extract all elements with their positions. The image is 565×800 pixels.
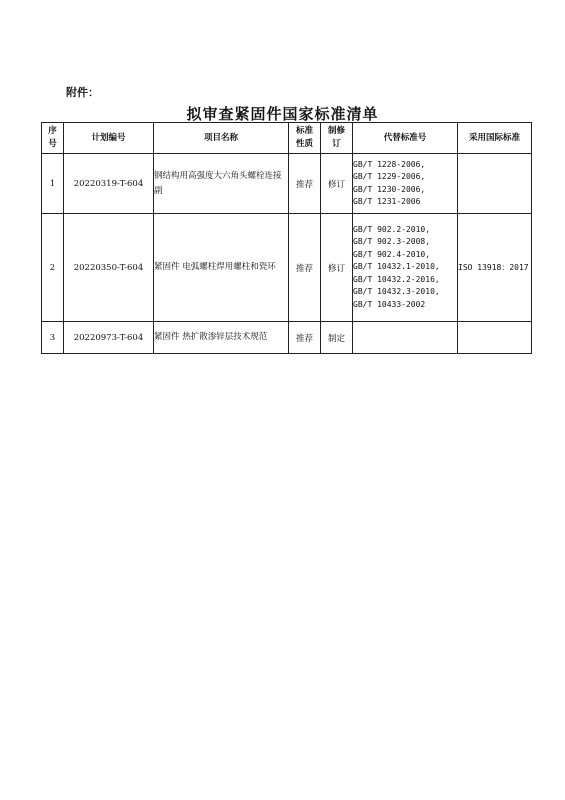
row-project-name: 紧固件 热扩散渗锌层技术规范: [154, 322, 289, 354]
replaced-item: GB/T 10432.2-2016,: [353, 274, 440, 284]
replaced-item: GB/T 10433-2002: [353, 299, 426, 309]
header-intl: 采用国际标准: [458, 123, 532, 154]
table-row: [42, 322, 532, 354]
row-seq: 3: [42, 322, 64, 354]
replaced-item: GB/T 902.4-2010,: [353, 249, 431, 259]
row-nature: 推荐: [289, 214, 321, 322]
table-row: [42, 154, 532, 214]
row-plan-no: 20220350-T-604: [64, 214, 154, 322]
row-plan-no: 20220973-T-604: [64, 322, 154, 354]
header-nature: 标准性质: [289, 123, 321, 154]
row-plan-no: 20220319-T-604: [64, 154, 154, 214]
replaced-item: GB/T 902.3-2008,: [353, 237, 431, 247]
row-intl: [458, 322, 532, 354]
row-replaced: [353, 322, 458, 354]
header-seq: 序号: [42, 123, 64, 154]
row-replaced: [353, 214, 458, 322]
attachment-label: 附件：: [66, 86, 99, 99]
row-seq: 2: [42, 214, 64, 322]
row-revision: 制定: [321, 322, 353, 354]
document-title: 拟审查紧固件国家标准清单: [186, 105, 379, 123]
row-intl: ISO 13918：2017: [458, 214, 532, 322]
header-project-name: 项目名称: [154, 123, 289, 154]
header-replaced: 代替标准号: [353, 123, 458, 154]
row-intl: [458, 154, 532, 214]
row-revision: 修订: [321, 214, 353, 322]
replaced-item: GB/T 1230-2006,: [353, 184, 426, 194]
replaced-item: GB/T 1229-2006,: [353, 172, 426, 181]
row-revision: 修订: [321, 154, 353, 214]
row-project-name: 紧固件 电弧螺柱焊用螺柱和瓷环: [154, 214, 289, 322]
row-seq: 1: [42, 154, 64, 214]
table-header-row: [42, 123, 532, 154]
standards-table: [41, 122, 532, 354]
replaced-item: GB/T 10432.1-2010,: [353, 262, 440, 272]
header-revision: 制修订: [321, 123, 353, 154]
replaced-item: GB/T 1231-2006: [353, 197, 421, 206]
replaced-item: GB/T 10432.3-2010,: [353, 287, 440, 297]
table-row: [42, 214, 532, 322]
row-replaced: [353, 154, 458, 214]
header-plan-no: 计划编号: [64, 123, 154, 154]
replaced-item: GB/T 902.2-2010,: [353, 224, 431, 234]
row-nature: 推荐: [289, 154, 321, 214]
row-project-name: 钢结构用高强度大六角头螺栓连接副: [154, 154, 289, 214]
row-nature: 推荐: [289, 322, 321, 354]
replaced-item: GB/T 1228-2006,: [353, 159, 426, 169]
